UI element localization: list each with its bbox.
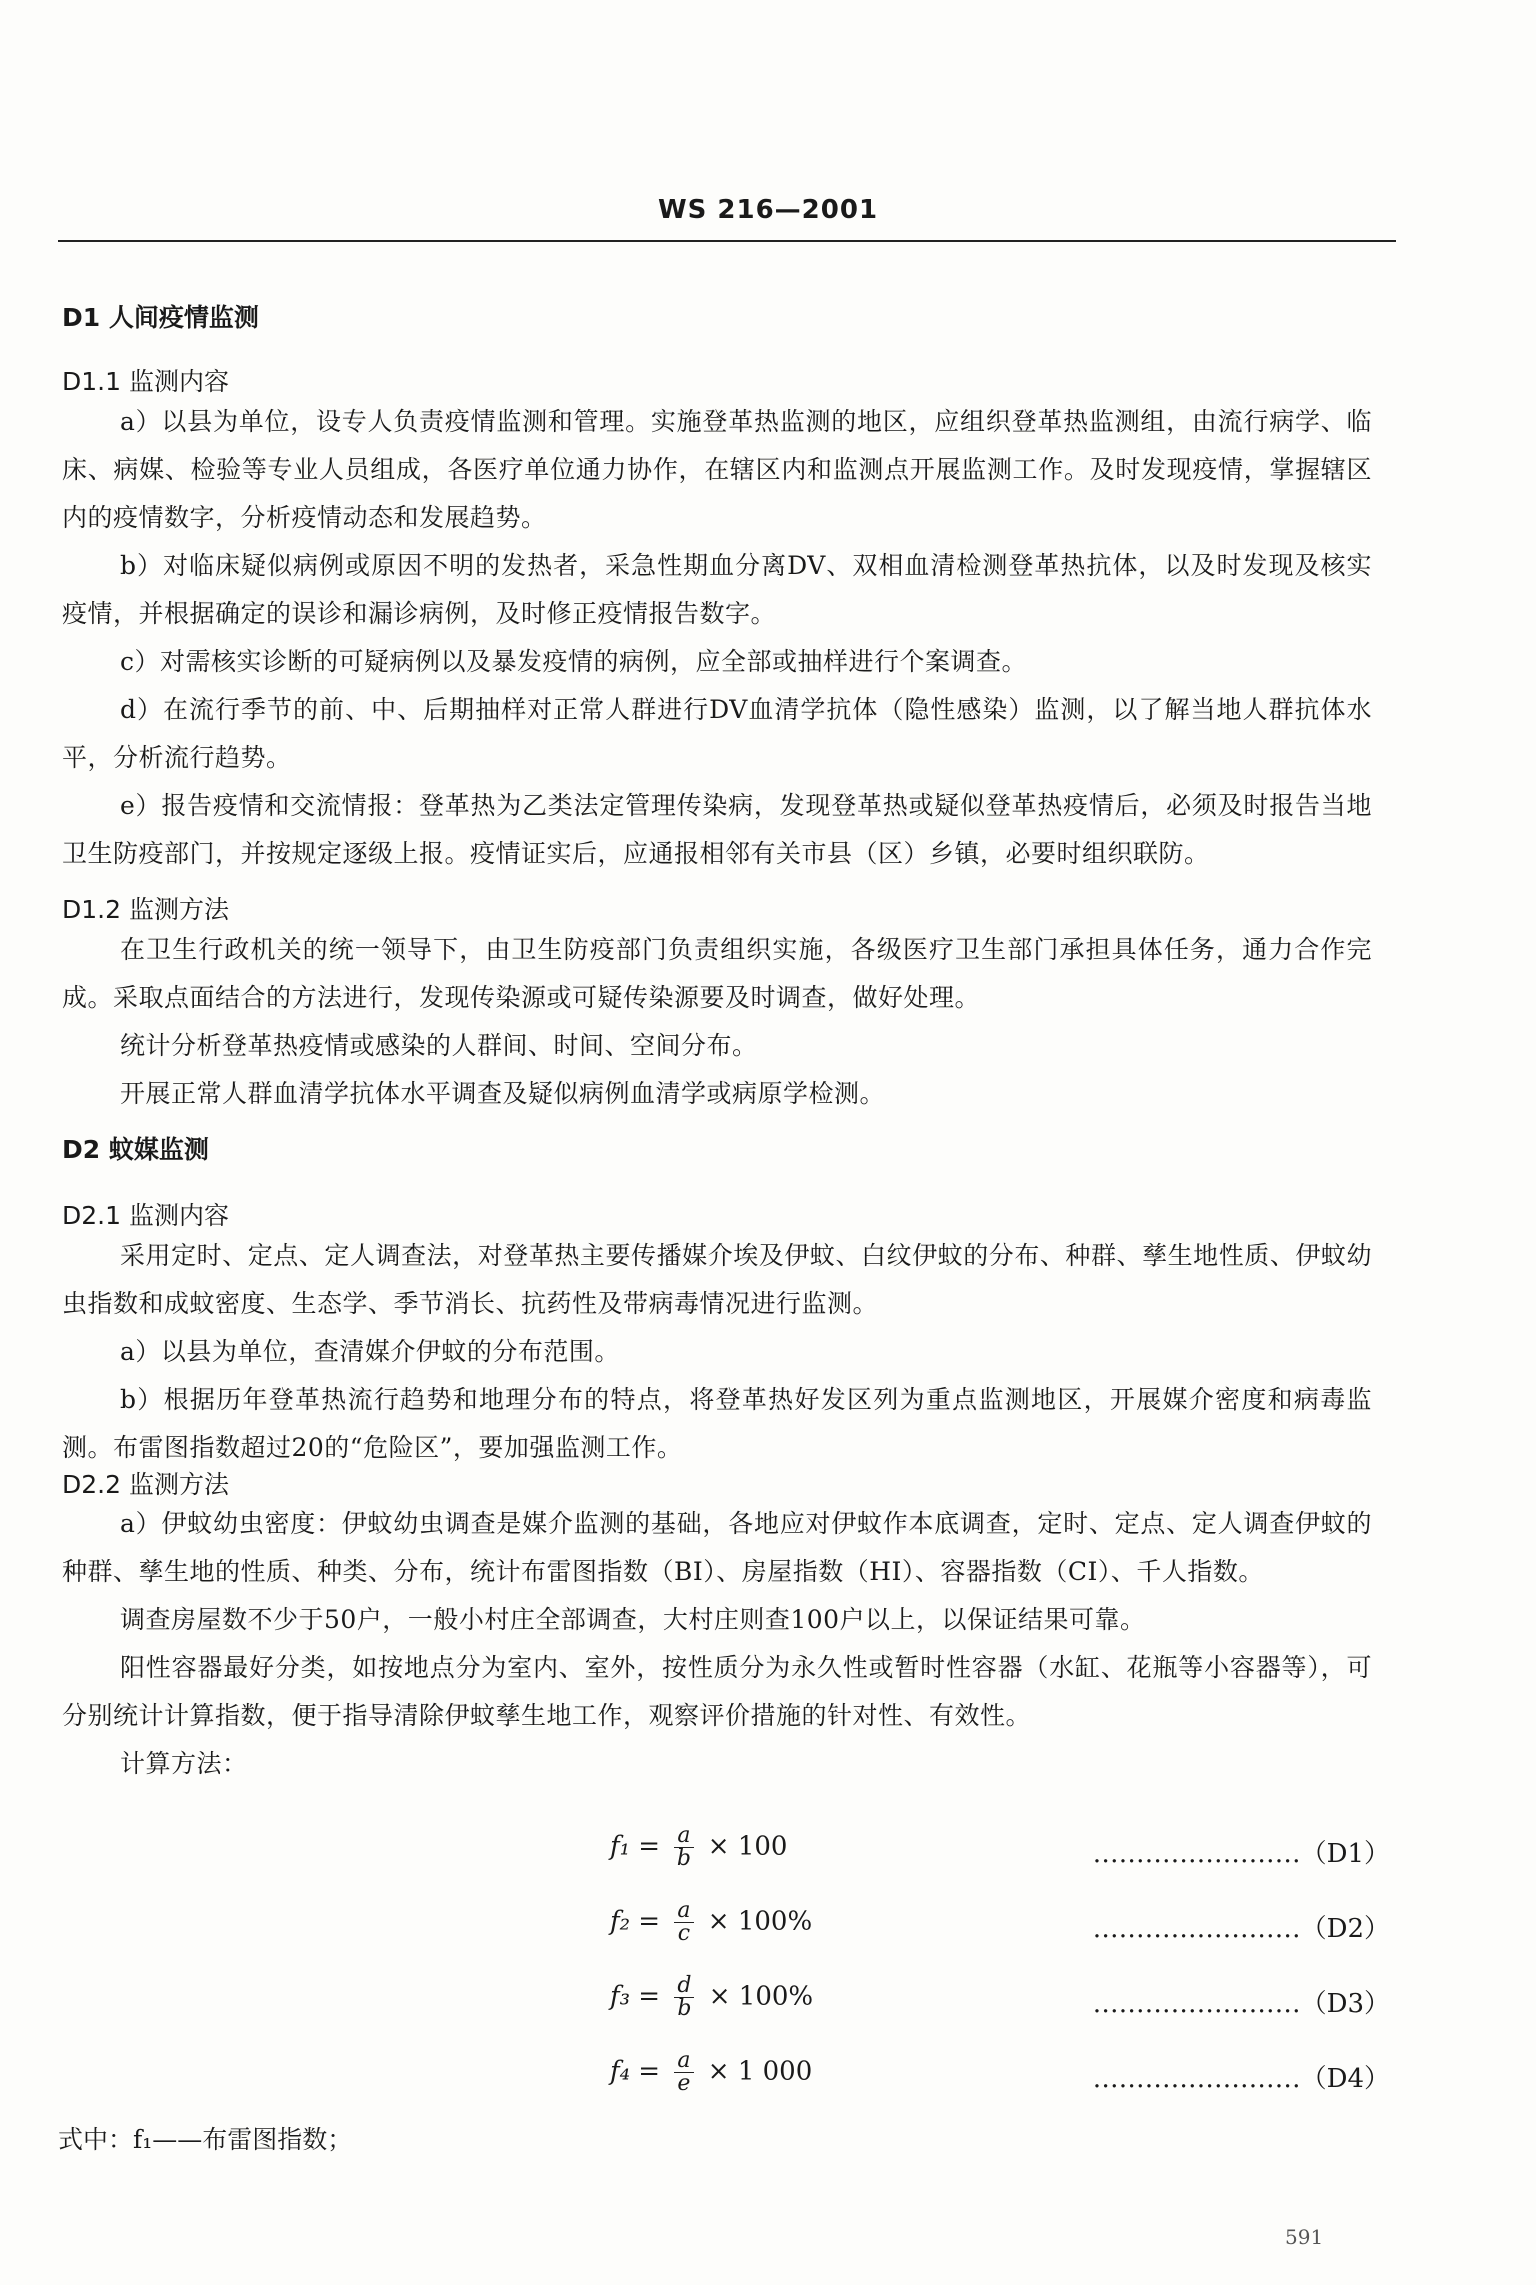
formula-lhs: f₄ = (610, 2056, 661, 2087)
formula-d4 (610, 2050, 1390, 2094)
section-d1-1-body (62, 398, 1372, 878)
formula-d3 (610, 1975, 1390, 2019)
formula-d1 (610, 1825, 1390, 1869)
formula-tag: ……………………（D4） (1092, 2064, 1390, 2094)
section-d1-2-body (62, 926, 1372, 1118)
formula-lhs: f₁ = (610, 1831, 661, 1862)
paragraph: 在卫生行政机关的统一领导下，由卫生防疫部门负责组织实施，各级医疗卫生部门承担具体任务，通力合作完成。采取点面结合的方法进行，发现传染源或可疑传染源要及时调查，做好处理。 (62, 935, 1372, 1012)
denominator: e (677, 2071, 691, 2096)
paragraph: d）在流行季节的前、中、后期抽样对正常人群进行DV血清学抗体（隐性感染）监测，以了解当地人群抗体水平，分析流行趋势。 (62, 695, 1372, 772)
paragraph: c）对需核实诊断的可疑病例以及暴发疫情的病例，应全部或抽样进行个案调查。 (120, 647, 1028, 676)
paragraph: b）根据历年登革热流行趋势和地理分布的特点，将登革热好发区列为重点监测地区，开展媒介密度和病毒监测。布雷图指数超过20的“危险区”，要加强监测工作。 (62, 1385, 1372, 1462)
formula-d2 (610, 1900, 1390, 1944)
section-d2-title: D2 蚊媒监测 (62, 1135, 209, 1164)
formula-rest: × 100% (707, 1906, 813, 1937)
formula-lhs: f₂ = (610, 1906, 661, 1937)
formula-tag: ……………………（D2） (1092, 1914, 1390, 1944)
paragraph: 开展正常人群血清学抗体水平调查及疑似病例血清学或病原学检测。 (120, 1079, 886, 1108)
numerator: d (674, 1975, 694, 1998)
numerator: a (674, 1825, 693, 1848)
paragraph: 统计分析登革热疫情或感染的人群间、时间、空间分布。 (120, 1031, 758, 1060)
section-d2-1-title: D2.1 监测内容 (62, 1201, 229, 1230)
denominator: c (677, 1921, 691, 1946)
section-d2-1-body (62, 1232, 1372, 1472)
fraction (674, 1900, 693, 1945)
numerator: a (674, 2050, 693, 2073)
paragraph: a）以县为单位，查清媒介伊蚊的分布范围。 (120, 1337, 620, 1366)
section-d2-2-body (62, 1500, 1372, 1788)
page-number: 591 (1285, 2225, 1324, 2249)
denominator: b (676, 1846, 691, 1871)
paragraph: 采用定时、定点、定人调查法，对登革热主要传播媒介埃及伊蚊、白纹伊蚊的分布、种群、孳生地性质、伊蚊幼虫指数和成蚊密度、生态学、季节消长、抗药性及带病毒情况进行监测。 (62, 1241, 1372, 1318)
section-d1-title: D1 人间疫情监测 (62, 303, 259, 332)
denominator: b (677, 1996, 692, 2021)
paragraph: e）报告疫情和交流情报：登革热为乙类法定管理传染病，发现登革热或疑似登革热疫情后，必须及时报告当地卫生防疫部门，并按规定逐级上报。疫情证实后，应通报相邻有关市县（区）乡镇，必要时组织联防。 (62, 791, 1372, 868)
fraction (674, 1825, 693, 1870)
numerator: a (674, 1900, 693, 1923)
paragraph: b）对临床疑似病例或原因不明的发热者，采急性期血分离DV、双相血清检测登革热抗体，以及时发现及核实疫情，并根据确定的误诊和漏诊病例，及时修正疫情报告数字。 (62, 551, 1372, 628)
formula-tag: ……………………（D1） (1092, 1839, 1390, 1869)
paragraph: 调查房屋数不少于50户，一般小村庄全部调查，大村庄则查100户以上，以保证结果可靠。 (120, 1605, 1146, 1634)
section-d2-2-title: D2.2 监测方法 (62, 1470, 229, 1499)
formula-rest: × 100% (708, 1981, 814, 2012)
section-d1-2-title: D1.2 监测方法 (62, 895, 229, 924)
paragraph: a）以县为单位，设专人负责疫情监测和管理。实施登革热监测的地区，应组织登革热监测组，由流行病学、临床、病媒、检验等专业人员组成，各医疗单位通力协作，在辖区内和监测点开展监测工作。及时发现疫情，掌握辖区内的疫情数字，分析疫情动态和发展趋势。 (62, 407, 1372, 532)
document-code: WS 216—2001 (657, 195, 879, 225)
formula-lhs: f₃ = (610, 1981, 661, 2012)
formula-rest: × 1 000 (707, 2056, 813, 2087)
fraction (674, 1975, 694, 2020)
paragraph: 阳性容器最好分类，如按地点分为室内、室外，按性质分为永久性或暂时性容器（水缸、花瓶等小容器等），可分别统计计算指数，便于指导清除伊蚊孳生地工作，观察评价措施的针对性、有效性。 (62, 1653, 1372, 1730)
formula-rest: × 100 (707, 1831, 788, 1862)
paragraph: a）伊蚊幼虫密度：伊蚊幼虫调查是媒介监测的基础，各地应对伊蚊作本底调查，定时、定点、定人调查伊蚊的种群、孳生地的性质、种类、分布，统计布雷图指数（BI）、房屋指数（HI）、容器指数（CI）、千人指数。 (62, 1509, 1372, 1586)
section-d1-1-title: D1.1 监测内容 (62, 367, 229, 396)
paragraph: 计算方法： (120, 1749, 248, 1778)
formula-legend: 式中：f₁——布雷图指数； (58, 2125, 353, 2154)
header-rule (58, 240, 1396, 242)
formula-tag: ……………………（D3） (1092, 1989, 1390, 2019)
fraction (674, 2050, 693, 2095)
